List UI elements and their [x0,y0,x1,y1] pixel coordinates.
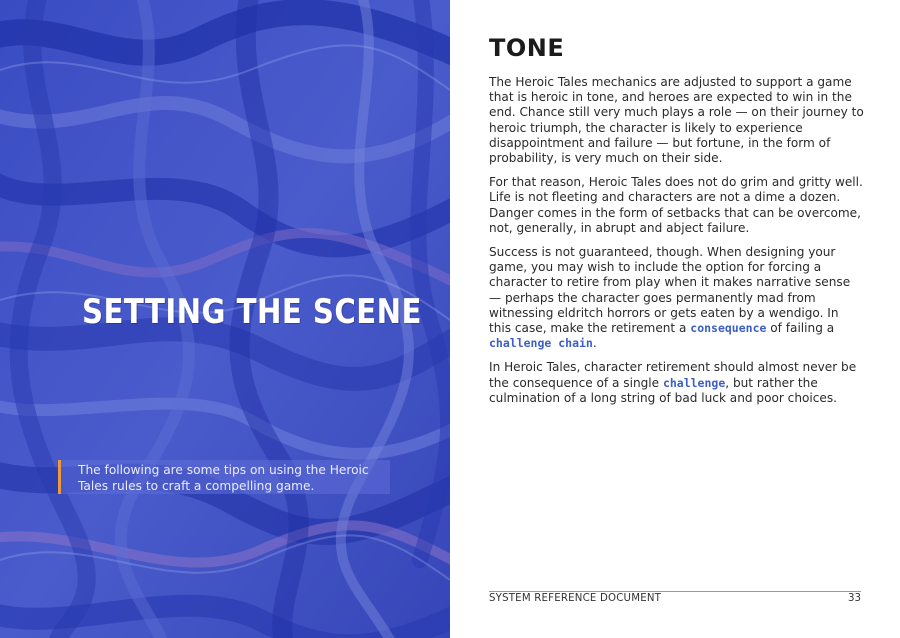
keyword-challenge-chain[interactable]: challenge chain [489,336,593,351]
page-number: 33 [848,593,861,604]
section-title: SETTING THE SCENE [82,292,422,332]
paragraph-3-text-c: . [592,336,597,351]
paragraph-4-text-a: In Heroic Tales, character retirement should almost never be the consequence of a single [489,360,857,390]
footer-divider [489,591,861,592]
paragraph-4-text-b: , but rather the culmination of a long string of bad luck and poor choices. [489,375,837,405]
keyword-challenge[interactable]: challenge [662,375,726,390]
paragraph-3 [489,245,864,351]
paragraph-2: For that reason, Heroic Tales does not do grim and gritty well. Life is not fleeting and characters are not a dime a dozen. Danger comes in the form of setbacks that can be overcome, not, generally, in abrupt and abject failure. [489,175,863,235]
paragraph-3-text-a: Success is not guaranteed, though. When designing your game, you may wish to include the option for forcing a character to retire from play when it makes narrative sense — perhaps the character goes permanently mad from witnessing eldritch horrors or gets eaten by a wendigo. In this case, make the retirement a [489,245,851,336]
paragraph-3-text-b: of failing a [766,321,835,336]
section-heading: TONE [489,34,565,62]
intro-callout [58,460,390,494]
keyword-consequence[interactable]: consequence [690,321,767,336]
footer-label: SYSTEM REFERENCE DOCUMENT [489,593,662,604]
callout-text: The following are some tips on using the Heroic Tales rules to craft a compelling game. [78,463,369,493]
content-panel [450,0,900,638]
paragraph-1: The Heroic Tales mechanics are adjusted to support a game that is heroic in tone, and heroes are expected to win in the end. Chance still very much plays a role — on their journey to heroic triumph, the character is likely to experience disappointment and failure — but fortune, in the form of probability, is very much on their side. [489,75,864,166]
paragraph-4 [489,360,864,406]
body-text [489,75,864,415]
